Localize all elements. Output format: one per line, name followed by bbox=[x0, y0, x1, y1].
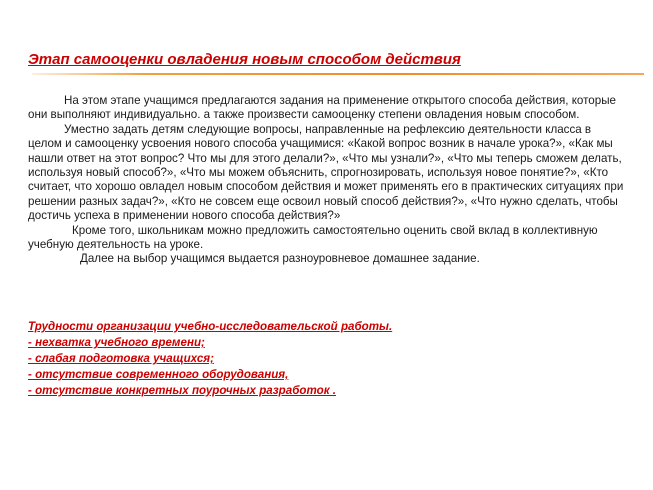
paragraph-homework: Далее на выбор учащимся выдается разноуровневое домашнее задание. bbox=[80, 252, 480, 266]
paragraph-intro: На этом этапе учащимся предлагаются задания на применение открытого способа действия, которые они выполняют индивидуально. а также произвести самооценку степени овладения новым способом. bbox=[28, 94, 616, 122]
difficulty-item: - отсутствие современного оборудования, bbox=[28, 368, 289, 381]
difficulties-heading: Трудности организации учебно-исследовательской работы. bbox=[28, 320, 393, 333]
body-text bbox=[28, 94, 628, 267]
slide-title: Этап самооценки овладения новым способом действия bbox=[28, 51, 461, 68]
difficulty-item: - слабая подготовка учащихся; bbox=[28, 352, 214, 365]
difficulties-list bbox=[28, 319, 392, 399]
paragraph-self-assessment: Кроме того, школьникам можно предложить самостоятельно оценить свой вклад в коллективную учебную деятельность на уроке. bbox=[28, 223, 598, 252]
difficulty-item: - отсутствие конкретных поурочных разработок . bbox=[28, 384, 337, 397]
difficulty-item: - нехватка учебного времени; bbox=[28, 336, 205, 349]
paragraph-reflection-questions: Уместно задать детям следующие вопросы, направленные на рефлексию деятельности класса в целом и самооценку усвоения нового способа учащимися: «Какой вопрос возник в начале урока?», «Как мы нашли ответ на этот вопрос? Что мы для этого делали?», «Что мы узнали?», «Что мы теперь сможем делать, используя новый способ?», «Что мы можем объяснить, спрогнозировать, используя новое понятие?», «Кто считает, что хорошо овладел новым способом действия и может применять его в практических ситуациях при решении разных задач?», «Кто не совсем еще освоил новый способ действия?», «Что нужно сделать, чтобы достичь успеха в применении нового способа действия?» bbox=[28, 122, 624, 223]
title-divider bbox=[32, 73, 644, 75]
